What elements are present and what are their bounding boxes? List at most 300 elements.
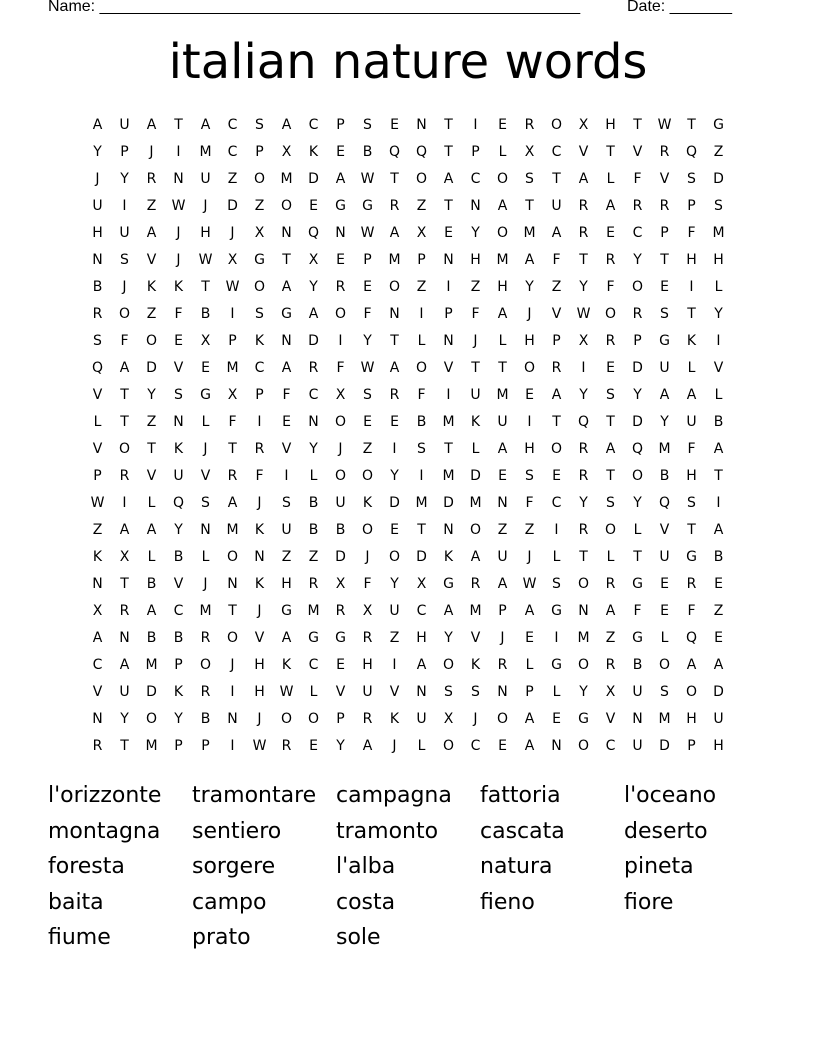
grid-letter[interactable]: O (442, 657, 455, 673)
grid-letter[interactable]: V (146, 468, 157, 484)
grid-letter[interactable]: E (606, 225, 615, 241)
grid-letter[interactable]: I (446, 387, 451, 403)
grid-letter[interactable]: T (525, 198, 534, 214)
grid-letter[interactable]: B (173, 630, 184, 646)
grid-letter[interactable]: A (497, 441, 508, 457)
grid-letter[interactable]: B (713, 414, 724, 430)
grid-letter[interactable]: S (255, 117, 264, 133)
grid-letter[interactable]: I (392, 657, 397, 673)
grid-letter[interactable]: T (660, 252, 669, 268)
grid-letter[interactable]: F (363, 306, 372, 322)
grid-letter[interactable]: Y (174, 711, 183, 727)
grid-letter[interactable]: X (281, 144, 292, 160)
grid-letter[interactable]: B (659, 468, 670, 484)
grid-letter[interactable]: A (335, 171, 346, 187)
grid-letter[interactable]: O (199, 657, 212, 673)
grid-letter[interactable]: J (176, 225, 181, 241)
grid-letter[interactable]: E (174, 333, 183, 349)
grid-letter[interactable]: O (118, 441, 131, 457)
grid-letter[interactable]: J (527, 549, 532, 565)
grid-letter[interactable]: C (227, 117, 238, 133)
grid-letter[interactable]: O (388, 279, 401, 295)
grid-letter[interactable]: T (120, 414, 129, 430)
grid-letter[interactable]: P (201, 738, 210, 754)
grid-letter[interactable]: J (392, 738, 397, 754)
grid-letter[interactable]: U (335, 495, 346, 511)
grid-letter[interactable]: E (363, 279, 372, 295)
grid-letter[interactable]: J (338, 441, 343, 457)
grid-letter[interactable]: U (632, 738, 643, 754)
grid-letter[interactable]: O (631, 468, 644, 484)
grid-letter[interactable]: H (470, 252, 481, 268)
grid-letter[interactable]: R (92, 738, 103, 754)
grid-letter[interactable]: A (443, 603, 454, 619)
grid-letter[interactable]: S (471, 684, 480, 700)
grid-letter[interactable]: M (226, 360, 239, 376)
grid-letter[interactable]: F (525, 495, 534, 511)
grid-letter[interactable]: W (360, 360, 375, 376)
grid-letter[interactable]: Y (579, 279, 588, 295)
grid-letter[interactable]: T (606, 468, 615, 484)
grid-letter[interactable]: B (632, 657, 643, 673)
grid-letter[interactable]: N (389, 306, 400, 322)
grid-letter[interactable]: D (335, 549, 346, 565)
grid-letter[interactable]: J (257, 495, 262, 511)
grid-letter[interactable]: H (713, 738, 724, 754)
grid-letter[interactable]: S (120, 252, 129, 268)
date-field[interactable]: Date: _______ (627, 0, 732, 15)
grid-letter[interactable]: I (527, 414, 532, 430)
grid-letter[interactable]: X (362, 603, 373, 619)
grid-letter[interactable]: R (470, 576, 481, 592)
grid-letter[interactable]: M (388, 252, 401, 268)
grid-letter[interactable]: S (687, 171, 696, 187)
grid-letter[interactable]: T (120, 738, 129, 754)
grid-letter[interactable]: Y (579, 387, 588, 403)
grid-letter[interactable]: Z (713, 144, 724, 160)
grid-letter[interactable]: D (146, 360, 157, 376)
grid-letter[interactable]: O (577, 576, 590, 592)
grid-letter[interactable]: O (658, 657, 671, 673)
grid-letter[interactable]: K (470, 414, 481, 430)
grid-letter[interactable]: P (687, 198, 696, 214)
grid-letter[interactable]: E (552, 468, 561, 484)
grid-letter[interactable]: R (200, 684, 211, 700)
grid-letter[interactable]: N (551, 738, 562, 754)
grid-letter[interactable]: T (552, 171, 561, 187)
grid-letter[interactable]: N (92, 711, 103, 727)
grid-letter[interactable]: C (551, 495, 562, 511)
grid-letter[interactable]: L (417, 738, 426, 754)
grid-letter[interactable]: G (551, 657, 562, 673)
grid-letter[interactable]: C (551, 144, 562, 160)
grid-letter[interactable]: G (335, 630, 346, 646)
grid-letter[interactable]: T (120, 387, 129, 403)
grid-letter[interactable]: S (660, 306, 669, 322)
grid-letter[interactable]: D (389, 495, 400, 511)
grid-letter[interactable]: L (687, 360, 696, 376)
grid-letter[interactable]: I (419, 306, 424, 322)
grid-letter[interactable]: L (714, 279, 723, 295)
grid-letter[interactable]: V (173, 576, 184, 592)
grid-letter[interactable]: S (687, 495, 696, 511)
grid-letter[interactable]: N (119, 630, 130, 646)
grid-letter[interactable]: H (200, 225, 211, 241)
grid-letter[interactable]: Z (497, 522, 508, 538)
grid-letter[interactable]: V (551, 306, 562, 322)
grid-letter[interactable]: Z (416, 279, 427, 295)
grid-letter[interactable]: A (281, 630, 292, 646)
grid-letter[interactable]: Y (336, 738, 345, 754)
grid-letter[interactable]: K (254, 522, 265, 538)
grid-letter[interactable]: A (497, 198, 508, 214)
grid-letter[interactable]: D (632, 360, 643, 376)
grid-letter[interactable]: P (228, 333, 237, 349)
grid-letter[interactable]: T (633, 549, 642, 565)
grid-letter[interactable]: I (284, 468, 289, 484)
grid-letter[interactable]: F (471, 306, 480, 322)
grid-letter[interactable]: H (686, 468, 697, 484)
grid-letter[interactable]: C (308, 387, 319, 403)
grid-letter[interactable]: S (606, 495, 615, 511)
grid-letter[interactable]: A (524, 738, 535, 754)
grid-letter[interactable]: V (389, 684, 400, 700)
grid-letter[interactable]: O (145, 333, 158, 349)
grid-letter[interactable]: X (605, 684, 616, 700)
grid-letter[interactable]: T (606, 144, 615, 160)
grid-letter[interactable]: E (498, 468, 507, 484)
grid-letter[interactable]: T (228, 441, 237, 457)
grid-letter[interactable]: Y (633, 252, 642, 268)
grid-letter[interactable]: O (334, 306, 347, 322)
grid-letter[interactable]: O (361, 468, 374, 484)
grid-letter[interactable]: G (686, 549, 697, 565)
grid-letter[interactable]: R (686, 576, 697, 592)
grid-letter[interactable]: V (200, 468, 211, 484)
grid-letter[interactable]: Z (254, 198, 265, 214)
grid-letter[interactable]: R (362, 711, 373, 727)
grid-letter[interactable]: O (550, 117, 563, 133)
grid-letter[interactable]: L (606, 171, 615, 187)
grid-letter[interactable]: P (687, 738, 696, 754)
grid-letter[interactable]: T (444, 198, 453, 214)
grid-letter[interactable]: O (577, 738, 590, 754)
grid-letter[interactable]: Y (660, 414, 669, 430)
grid-letter[interactable]: I (122, 495, 127, 511)
grid-letter[interactable]: M (145, 657, 158, 673)
grid-letter[interactable]: S (255, 306, 264, 322)
grid-letter[interactable]: K (470, 657, 481, 673)
grid-letter[interactable]: D (470, 468, 481, 484)
grid-letter[interactable]: U (470, 387, 481, 403)
grid-letter[interactable]: R (659, 198, 670, 214)
grid-letter[interactable]: M (658, 711, 671, 727)
grid-letter[interactable]: U (632, 684, 643, 700)
grid-letter[interactable]: O (469, 522, 482, 538)
grid-letter[interactable]: D (659, 738, 670, 754)
grid-letter[interactable]: Z (92, 522, 103, 538)
grid-letter[interactable]: U (551, 198, 562, 214)
grid-letter[interactable]: Y (174, 522, 183, 538)
grid-letter[interactable]: O (496, 171, 509, 187)
grid-letter[interactable]: N (470, 198, 481, 214)
grid-letter[interactable]: J (149, 144, 154, 160)
grid-letter[interactable]: G (632, 630, 643, 646)
grid-letter[interactable]: J (176, 252, 181, 268)
grid-letter[interactable]: L (147, 549, 156, 565)
grid-letter[interactable]: A (686, 387, 697, 403)
grid-letter[interactable]: J (473, 333, 478, 349)
grid-letter[interactable]: M (496, 387, 509, 403)
grid-letter[interactable]: R (254, 441, 265, 457)
grid-letter[interactable]: C (308, 657, 319, 673)
grid-letter[interactable]: N (443, 252, 454, 268)
grid-letter[interactable]: N (281, 333, 292, 349)
grid-letter[interactable]: M (415, 495, 428, 511)
grid-letter[interactable]: L (633, 522, 642, 538)
grid-letter[interactable]: A (146, 225, 157, 241)
grid-letter[interactable]: A (200, 117, 211, 133)
grid-letter[interactable]: M (469, 495, 482, 511)
grid-letter[interactable]: A (524, 252, 535, 268)
grid-letter[interactable]: V (659, 522, 670, 538)
grid-letter[interactable]: A (524, 603, 535, 619)
grid-letter[interactable]: R (119, 603, 130, 619)
grid-letter[interactable]: Z (146, 306, 157, 322)
grid-letter[interactable]: T (174, 117, 183, 133)
grid-letter[interactable]: Z (362, 441, 373, 457)
grid-letter[interactable]: A (92, 630, 103, 646)
grid-letter[interactable]: M (199, 603, 212, 619)
grid-letter[interactable]: P (336, 117, 345, 133)
grid-letter[interactable]: S (525, 468, 534, 484)
grid-letter[interactable]: V (713, 360, 724, 376)
grid-letter[interactable]: L (93, 414, 102, 430)
grid-letter[interactable]: T (471, 360, 480, 376)
grid-letter[interactable]: C (632, 225, 643, 241)
grid-letter[interactable]: O (577, 657, 590, 673)
grid-letter[interactable]: S (93, 333, 102, 349)
grid-letter[interactable]: F (606, 279, 615, 295)
grid-letter[interactable]: H (686, 252, 697, 268)
grid-letter[interactable]: A (524, 711, 535, 727)
grid-letter[interactable]: E (714, 576, 723, 592)
grid-letter[interactable]: Q (685, 144, 698, 160)
grid-letter[interactable]: O (307, 711, 320, 727)
grid-letter[interactable]: L (309, 684, 318, 700)
grid-letter[interactable]: F (687, 225, 696, 241)
grid-letter[interactable]: O (442, 738, 455, 754)
grid-letter[interactable]: I (257, 414, 262, 430)
grid-letter[interactable]: U (713, 711, 724, 727)
grid-letter[interactable]: U (416, 711, 427, 727)
grid-letter[interactable]: N (173, 414, 184, 430)
grid-letter[interactable]: O (361, 522, 374, 538)
grid-letter[interactable]: D (227, 198, 238, 214)
grid-letter[interactable]: Z (551, 279, 562, 295)
grid-letter[interactable]: R (578, 198, 589, 214)
grid-letter[interactable]: N (632, 711, 643, 727)
grid-letter[interactable]: R (551, 360, 562, 376)
grid-letter[interactable]: P (660, 225, 669, 241)
grid-letter[interactable]: T (120, 576, 129, 592)
grid-letter[interactable]: R (308, 360, 319, 376)
grid-letter[interactable]: S (201, 495, 210, 511)
grid-letter[interactable]: A (497, 306, 508, 322)
grid-letter[interactable]: O (631, 279, 644, 295)
grid-letter[interactable]: F (687, 603, 696, 619)
grid-letter[interactable]: V (146, 252, 157, 268)
grid-letter[interactable]: R (227, 468, 238, 484)
grid-letter[interactable]: G (713, 117, 724, 133)
grid-letter[interactable]: N (416, 684, 427, 700)
grid-letter[interactable]: C (416, 603, 427, 619)
grid-letter[interactable]: K (92, 549, 103, 565)
grid-letter[interactable]: A (146, 117, 157, 133)
grid-letter[interactable]: X (200, 333, 211, 349)
grid-letter[interactable]: W (279, 684, 294, 700)
grid-letter[interactable]: R (308, 576, 319, 592)
grid-letter[interactable]: W (225, 279, 240, 295)
grid-letter[interactable]: O (226, 549, 239, 565)
grid-letter[interactable]: Y (390, 576, 399, 592)
grid-letter[interactable]: W (171, 198, 186, 214)
grid-letter[interactable]: S (552, 576, 561, 592)
grid-letter[interactable]: P (525, 684, 534, 700)
grid-letter[interactable]: P (255, 144, 264, 160)
grid-letter[interactable]: A (578, 171, 589, 187)
grid-letter[interactable]: J (230, 657, 235, 673)
grid-letter[interactable]: V (632, 144, 643, 160)
grid-letter[interactable]: A (281, 117, 292, 133)
grid-letter[interactable]: W (198, 252, 213, 268)
grid-letter[interactable]: H (416, 630, 427, 646)
grid-letter[interactable]: A (713, 522, 724, 538)
grid-letter[interactable]: L (309, 468, 318, 484)
grid-letter[interactable]: A (551, 225, 562, 241)
grid-letter[interactable]: H (524, 441, 535, 457)
grid-letter[interactable]: V (173, 360, 184, 376)
grid-letter[interactable]: I (716, 495, 721, 511)
grid-letter[interactable]: U (362, 684, 373, 700)
grid-letter[interactable]: A (281, 360, 292, 376)
grid-letter[interactable]: R (605, 657, 616, 673)
grid-letter[interactable]: E (336, 657, 345, 673)
grid-letter[interactable]: E (363, 414, 372, 430)
grid-letter[interactable]: J (203, 576, 208, 592)
grid-letter[interactable]: S (525, 171, 534, 187)
grid-letter[interactable]: L (201, 549, 210, 565)
grid-letter[interactable]: T (282, 252, 291, 268)
grid-letter[interactable]: H (497, 279, 508, 295)
grid-letter[interactable]: V (578, 144, 589, 160)
grid-letter[interactable]: V (254, 630, 265, 646)
grid-letter[interactable]: M (442, 468, 455, 484)
grid-letter[interactable]: O (334, 414, 347, 430)
grid-letter[interactable]: V (92, 684, 103, 700)
grid-letter[interactable]: M (199, 144, 212, 160)
grid-letter[interactable]: H (605, 117, 616, 133)
grid-letter[interactable]: L (525, 657, 534, 673)
grid-letter[interactable]: X (335, 387, 346, 403)
grid-letter[interactable]: R (578, 522, 589, 538)
grid-letter[interactable]: E (336, 144, 345, 160)
grid-letter[interactable]: R (524, 117, 535, 133)
grid-letter[interactable]: P (471, 144, 480, 160)
grid-letter[interactable]: O (253, 171, 266, 187)
grid-letter[interactable]: K (173, 441, 184, 457)
grid-letter[interactable]: J (257, 603, 262, 619)
grid-letter[interactable]: P (633, 333, 642, 349)
grid-letter[interactable]: L (498, 144, 507, 160)
grid-letter[interactable]: W (90, 495, 105, 511)
grid-letter[interactable]: K (389, 711, 400, 727)
grid-letter[interactable]: G (200, 387, 211, 403)
grid-letter[interactable]: Q (631, 441, 644, 457)
grid-letter[interactable]: O (415, 360, 428, 376)
grid-letter[interactable]: E (498, 117, 507, 133)
grid-letter[interactable]: B (308, 495, 319, 511)
grid-letter[interactable]: Q (91, 360, 104, 376)
grid-letter[interactable]: Z (605, 630, 616, 646)
grid-letter[interactable]: G (281, 603, 292, 619)
grid-letter[interactable]: R (605, 252, 616, 268)
grid-letter[interactable]: B (308, 522, 319, 538)
grid-letter[interactable]: R (389, 387, 400, 403)
grid-letter[interactable]: Y (714, 306, 723, 322)
grid-letter[interactable]: S (606, 387, 615, 403)
grid-letter[interactable]: I (230, 306, 235, 322)
grid-letter[interactable]: P (255, 387, 264, 403)
grid-letter[interactable]: S (174, 387, 183, 403)
grid-letter[interactable]: X (227, 387, 238, 403)
grid-letter[interactable]: X (254, 225, 265, 241)
grid-letter[interactable]: A (146, 522, 157, 538)
grid-letter[interactable]: M (496, 252, 509, 268)
grid-letter[interactable]: X (308, 252, 319, 268)
grid-letter[interactable]: G (659, 333, 670, 349)
grid-letter[interactable]: N (308, 414, 319, 430)
grid-letter[interactable]: X (524, 144, 535, 160)
grid-letter[interactable]: J (527, 306, 532, 322)
grid-letter[interactable]: K (146, 279, 157, 295)
grid-letter[interactable]: M (469, 603, 482, 619)
grid-letter[interactable]: E (498, 738, 507, 754)
grid-letter[interactable]: T (444, 144, 453, 160)
grid-letter[interactable]: T (417, 522, 426, 538)
grid-letter[interactable]: A (470, 549, 481, 565)
grid-letter[interactable]: X (578, 333, 589, 349)
grid-letter[interactable]: P (552, 333, 561, 349)
grid-letter[interactable]: N (200, 522, 211, 538)
grid-letter[interactable]: K (362, 495, 373, 511)
grid-letter[interactable]: P (336, 711, 345, 727)
grid-letter[interactable]: N (443, 333, 454, 349)
grid-letter[interactable]: X (416, 225, 427, 241)
grid-letter[interactable]: T (390, 333, 399, 349)
grid-letter[interactable]: R (119, 468, 130, 484)
grid-letter[interactable]: E (336, 252, 345, 268)
grid-letter[interactable]: E (525, 630, 534, 646)
grid-letter[interactable]: P (93, 468, 102, 484)
grid-letter[interactable]: Z (416, 198, 427, 214)
grid-letter[interactable]: K (173, 684, 184, 700)
grid-letter[interactable]: I (554, 630, 559, 646)
grid-letter[interactable]: G (551, 603, 562, 619)
grid-letter[interactable]: Y (633, 495, 642, 511)
grid-letter[interactable]: L (552, 684, 561, 700)
grid-letter[interactable]: E (309, 738, 318, 754)
